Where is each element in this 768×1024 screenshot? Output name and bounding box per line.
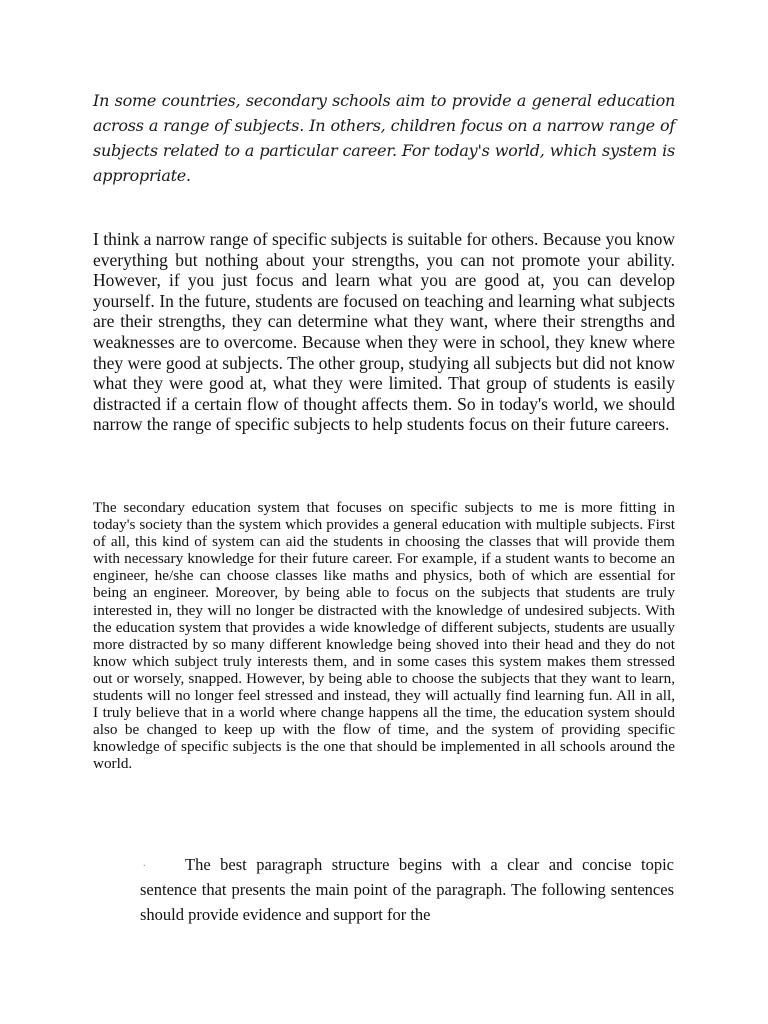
essay-prompt: In some countries, secondary schools aim to provide a general education across a range of subjects. In others, children focus on a narrow range of subjects related to a particular career. For today's world, which system is appropriate. <box>93 91 675 185</box>
essay-paragraph-2: The secondary education system that focuses on specific subjects to me is more fitting in today's society than the system which provides a general education with multiple subjects. First of all, this kind of system can aid the students in choosing the classes that will provide them with necessary knowledge for their future career. For example, if a student wants to become an engineer, he/she can choose classes like maths and physics, both of which are essential for being an engineer. Moreover, by being able to focus on the subjects that students are truly interested in, they will no longer be distracted with the knowledge of undesired subjects. With the education system that provides a wide knowledge of different subjects, students are usually more distracted by so many different knowledge being shoved into their head and they do not know which subject truly interests them, and in some cases this system makes them stressed out or worsely, snapped. However, by being able to choose the subjects that they want to learn, students will no longer feel stressed and instead, they will actually find learning fun. All in all, I truly believe that in a world where change happens all the time, the education system should also be changed to keep up with the flow of time, and the system of providing specific knowledge of specific subjects is the one that should be implemented in all schools around the world. <box>93 499 675 773</box>
essay-paragraph-1: I think a narrow range of specific subjects is suitable for others. Because you know everything but nothing about your strengths, you can not promote your ability. However, if you just focus and learn what you are good at, you can develop yourself. In the future, students are focused on teaching and learning what subjects are their strengths, they can determine what they want, where their strengths and weaknesses are to overcome. Because when they were in school, they knew where they were good at subjects. The other group, studying all subjects but did not know what they were good at, what they were limited. That group of students is easily distracted if a certain flow of thought affects them. So in today's world, we should narrow the range of specific subjects to help students focus on their future careers. <box>93 229 675 435</box>
paragraph-marker: . <box>143 858 146 869</box>
essay-paragraph-3 <box>140 852 674 927</box>
essay-paragraph-3-text: The best paragraph structure begins with a clear and concise topic sentence that presents the main point of the paragraph. The following sentences should provide evidence and support for the <box>140 855 674 924</box>
